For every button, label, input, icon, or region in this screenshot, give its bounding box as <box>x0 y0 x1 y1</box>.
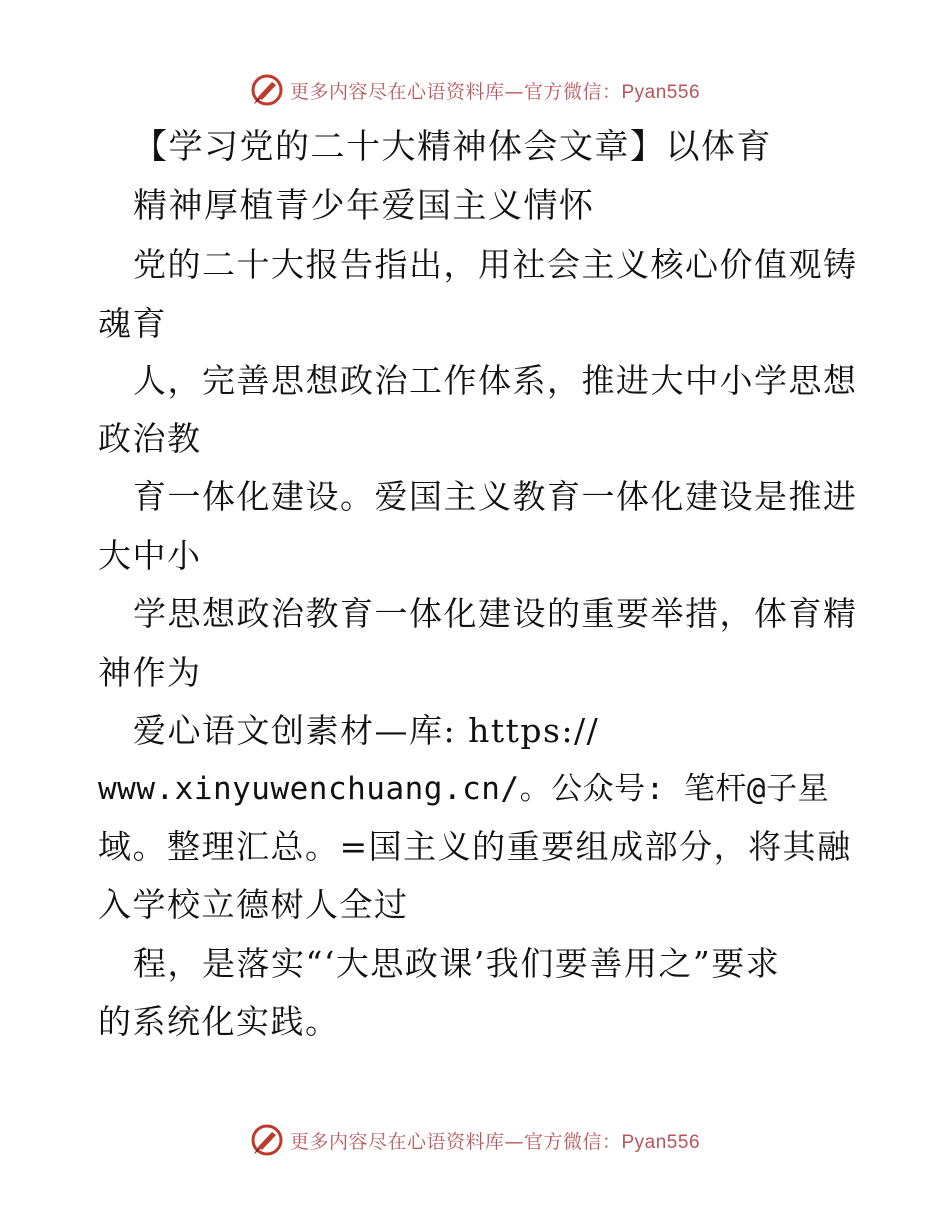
header-wechat-id: Pyan556 <box>621 81 701 103</box>
brush-logo-icon <box>250 1123 284 1157</box>
paragraph-line: 神作为 <box>98 653 202 692</box>
footer-wechat-id: Pyan556 <box>621 1131 701 1153</box>
paragraph-line: 育一体化建设。爱国主义教育一体化建设是推进 <box>133 477 858 516</box>
paragraph-line: 学思想政治教育一体化建设的重要举措，体育精 <box>133 594 858 633</box>
footer-banner-text: 更多内容尽在心语资料库—官方微信：Pyan556 <box>289 1130 701 1153</box>
source-line: 爱心语文创素材—库: https:// <box>133 711 600 750</box>
paragraph-line: 党的二十大报告指出，用社会主义核心价值观铸 <box>133 245 858 284</box>
title-line-1: 【学习党的二十大精神体会文章】以体育 <box>133 127 772 167</box>
header-banner-text: 更多内容尽在心语资料库—官方微信：Pyan556 <box>289 80 701 103</box>
paragraph-line: 的系统化实践。 <box>98 1002 340 1041</box>
paragraph-line: 入学校立德树人全过 <box>98 885 409 924</box>
paragraph-line: 大中小 <box>98 536 202 575</box>
footer-watermark-banner <box>0 1120 950 1160</box>
source-url-line: www.xinyuwenchuang.cn/。公众号: 笔杆@子星 <box>98 771 830 807</box>
title-line-2: 精神厚植青少年爱国主义情怀 <box>133 186 595 226</box>
paragraph-line: 程，是落实“‘大思政课’我们要善用之”要求 <box>133 944 781 983</box>
paragraph-line: 魂育 <box>98 304 167 343</box>
paragraph-line: 域。整理汇总。=国主义的重要组成部分，将其融 <box>98 827 852 866</box>
paragraph-line: 政治教 <box>98 419 202 458</box>
paragraph-line: 人，完善思想政治工作体系，推进大中小学思想 <box>133 361 858 400</box>
